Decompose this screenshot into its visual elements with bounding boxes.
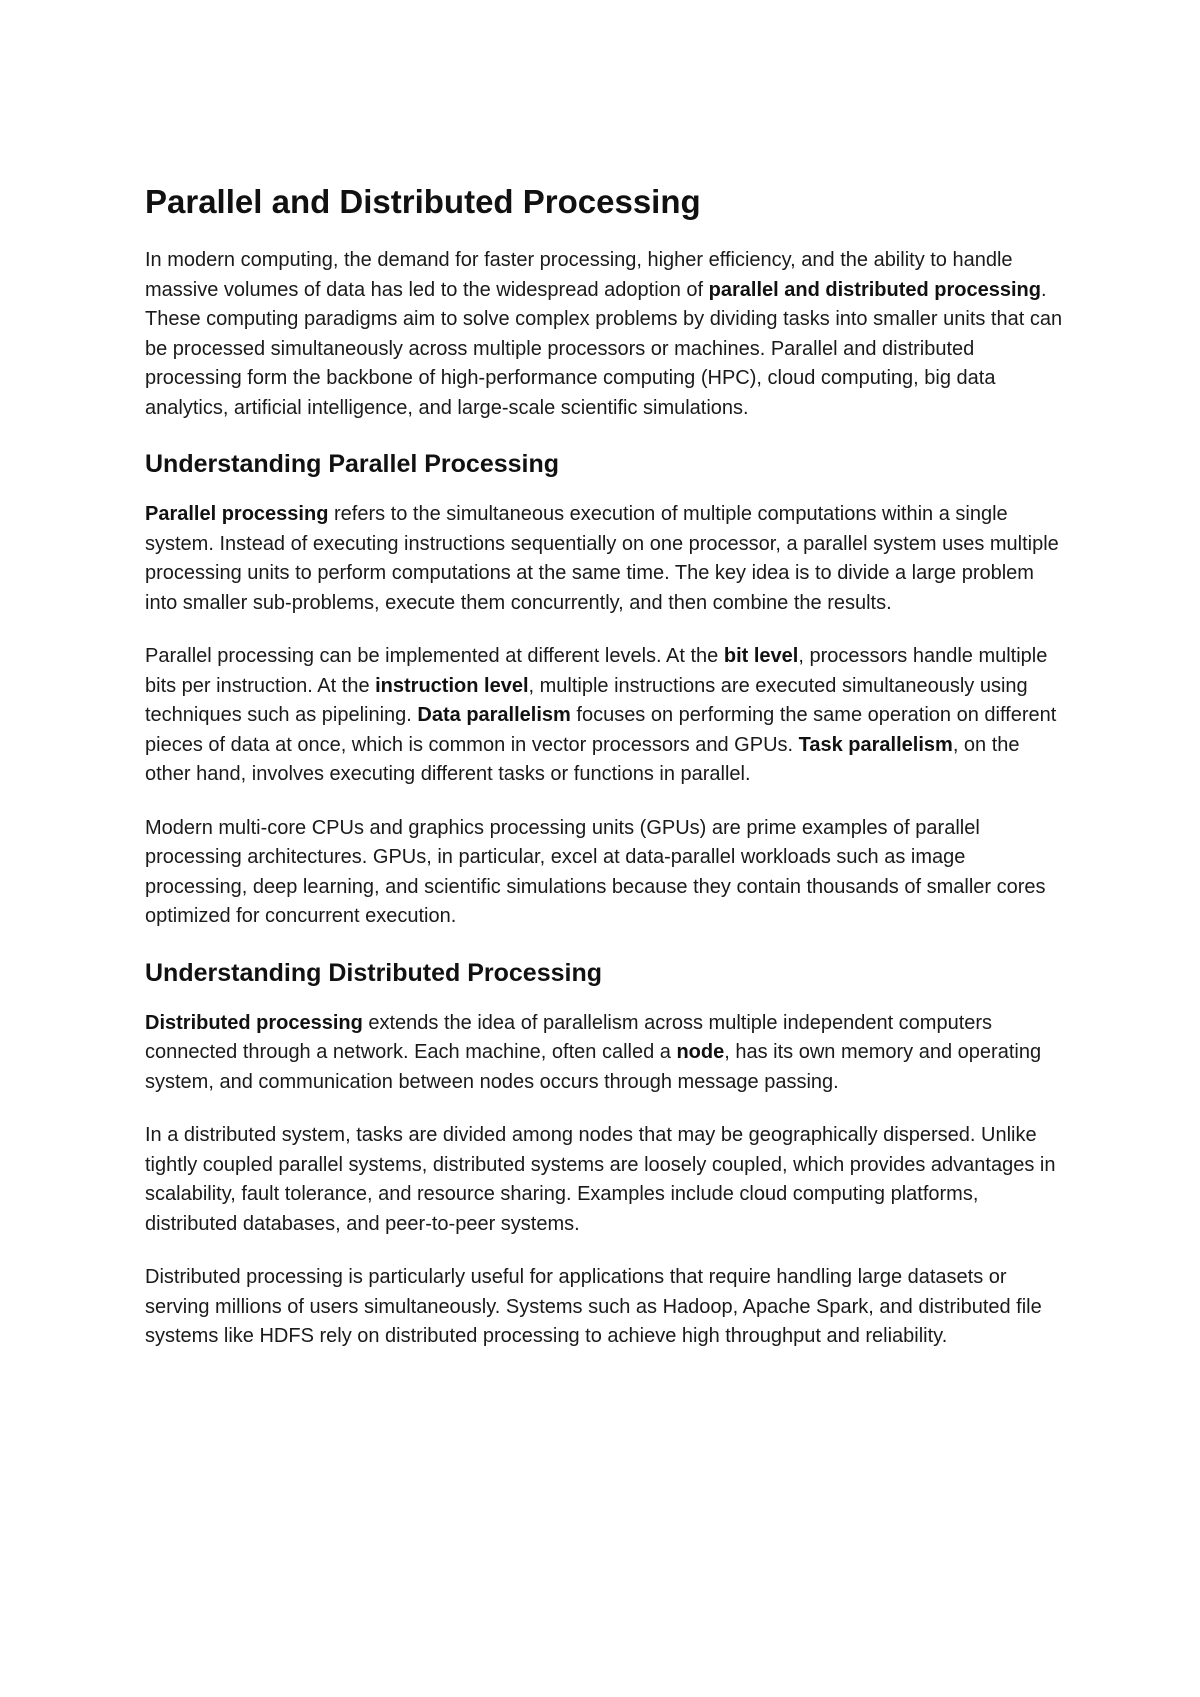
text-run: . These computing paradigms aim to solve complex problems by dividing tasks into smaller units that can be processed simultaneously across multiple processors or machines. Parallel and distributed processing form the backbone of high-performance computing (HPC), cloud computing, big data analytics, artificial intelligence, and large-scale scientific simulations. bbox=[145, 278, 1063, 419]
text-run: In a distributed system, tasks are divided among nodes that may be geographically dispersed. Unlike tightly coupled parallel systems, distributed systems are loosely coupled, which provides advantages in scalability, fault tolerance, and resource sharing. Examples include cloud computing platforms, distributed databases, and peer-to-peer systems. bbox=[145, 1124, 1056, 1235]
text-run: , has its own memory and operating system, and communication between nodes occurs through message passing. bbox=[145, 1041, 1042, 1093]
text-run: , processors handle multiple bits per instruction. At the bbox=[145, 645, 1048, 697]
text-run: , multiple instructions are executed simultaneously using techniques such as pipelining. bbox=[145, 674, 1028, 726]
paragraph-parallel-definition bbox=[145, 500, 1065, 618]
text-run: extends the idea of parallelism across multiple independent computers connected through a network. Each machine, often called a bbox=[145, 1011, 993, 1063]
paragraph-distributed-definition bbox=[145, 1009, 1065, 1098]
text-run: Distributed processing is particularly useful for applications that require handling large datasets or serving millions of users simultaneously. Systems such as Hadoop, Apache Spark, and distributed file systems like HDFS rely on distributed processing to achieve high throughput and reliability. bbox=[145, 1266, 1042, 1347]
bold-term: Parallel processing bbox=[145, 503, 329, 525]
bold-term: parallel and distributed processing bbox=[708, 278, 1041, 301]
text-run: focuses on performing the same operation on different pieces of data at once, which is common in vector processors and GPUs. bbox=[145, 704, 1057, 756]
section-heading-distributed: Understanding Distributed Processing bbox=[145, 958, 603, 987]
intro-paragraph bbox=[145, 246, 1065, 423]
bold-term: instruction level bbox=[375, 674, 529, 697]
text-run: , on the other hand, involves executing different tasks or functions in parallel. bbox=[145, 733, 1020, 785]
document-page bbox=[145, 180, 1065, 1376]
bold-term: Distributed processing bbox=[145, 1011, 363, 1034]
text-run: In modern computing, the demand for faster processing, higher efficiency, and the ability to handle massive volumes of data has led to the widespread adoption of bbox=[145, 249, 1013, 301]
text-run: refers to the simultaneous execution of multiple computations within a single system. Instead of executing instructions sequentially on one processor, a parallel system uses multiple processing units to perform computations at the same time. The key idea is to divide a large problem into smaller sub-problems, execute them concurrently, and then combine the results. bbox=[145, 503, 1059, 614]
paragraph-distributed-systems bbox=[145, 1121, 1065, 1239]
bold-term: Data parallelism bbox=[417, 704, 571, 726]
paragraph-parallel-levels bbox=[145, 642, 1065, 790]
bold-term: node bbox=[676, 1041, 725, 1063]
paragraph-parallel-hardware bbox=[145, 814, 1065, 932]
text-run: Parallel processing can be implemented at different levels. At the bbox=[145, 645, 724, 667]
bold-term: Task parallelism bbox=[798, 733, 953, 756]
document-title: Parallel and Distributed Processing bbox=[145, 183, 701, 220]
text-run: Modern multi-core CPUs and graphics processing units (GPUs) are prime examples of parallel processing architectures. GPUs, in particular, excel at data-parallel workloads such as image processing, deep learning, and scientific simulations because they contain thousands of smaller cores optimized for concurrent execution. bbox=[145, 816, 1046, 927]
paragraph-distributed-applications bbox=[145, 1263, 1065, 1352]
section-heading-parallel: Understanding Parallel Processing bbox=[145, 450, 560, 478]
bold-term: bit level bbox=[723, 645, 799, 667]
